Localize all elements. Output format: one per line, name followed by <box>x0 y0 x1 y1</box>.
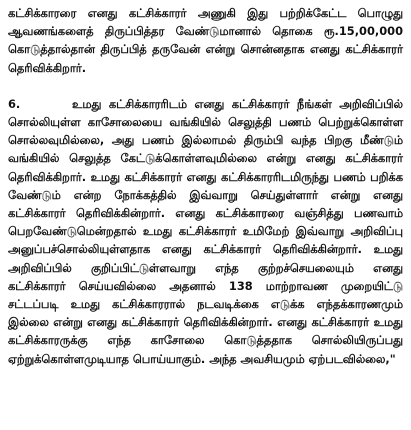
document-page <box>8 4 403 368</box>
paragraph-5-continuation <box>8 4 403 77</box>
paragraph-number: 6. <box>8 96 21 111</box>
paragraph-6 <box>8 95 403 368</box>
paragraph-text: கட்சிக்காரரை எனது கட்சிக்காரர் அணுகி இது பற்றிக்கேட்ட பொழுது ஆவணங்களைத் திருப்பித்தர வேண்டுமானால் தொகை ரூ.15,00,000 கொடுத்தால்தான் திருப்பித் தருவேன் என்று சொன்னதாக எனது கட்சிக்காரர் தெரிவிக்கிறார். <box>8 6 403 75</box>
paragraph-text: உமது கட்சிக்காரரிடம் எனது கட்சிக்காரர் நீங்கள் அறிவிப்பில் சொல்லியுள்ள காசோலையை வங்கியில் செலுத்தி பணம் பெற்றுக்கொள்ள சொல்லவுமில்லை, அது பணம் இல்லாமல் திரும்பி வந்த பிறகு மீண்டும் வங்கியில் செலுத்த கேட்டுக்கொள்ளவுமில்லை என்று எனது கட்சிக்காரர் தெரிவிக்கிறார். உமது கட்சிக்காரர் எனது கட்சிக்காரரிடமிருந்து பணம் பறிக்க வேண்டும் என்ற நோக்கத்தில் இவ்வாறு செய்துள்ளார் என்று எனது கட்சிக்காரர் தெரிவிக்கின்றார். எனது கட்சிக்காரரை வஞ்சித்து பணவாம் பெறவேண்டுமென்றதால் உமது கட்சிக்காரர் உமிமேற் இவ்வாறு அறிவிப்பு அனுப்பச்சொல்லியுள்ளதாக எனது கட்சிக்காரர் தெரிவிக்கின்றார். உமது அறிவிப்பில் குறிப்பிட்டுள்ளவாறு எந்த குற்றச்செயலையும் எனது கட்சிக்காரர் செய்யவில்லை அதனால் 138 மாற்றாவண முறையிட்டு சட்டப்படி உமது கட்சிக்காரரால் நடவடிக்கை எடுக்க எந்தக்காரணமும் இல்லை என்று எனது கட்சிக்காரர் தெரிவிக்கின்றார். எனது கட்சிக்காரர் உமது கட்சிக்காரருக்கு எந்த காசோலை கொடுத்ததாக சொல்லியிருப்பது ஏற்றுக்கொள்ளமுடியாத பொய்யாகும். அந்த அவசியமும் ஏற்படவில்லை," <box>8 96 403 366</box>
